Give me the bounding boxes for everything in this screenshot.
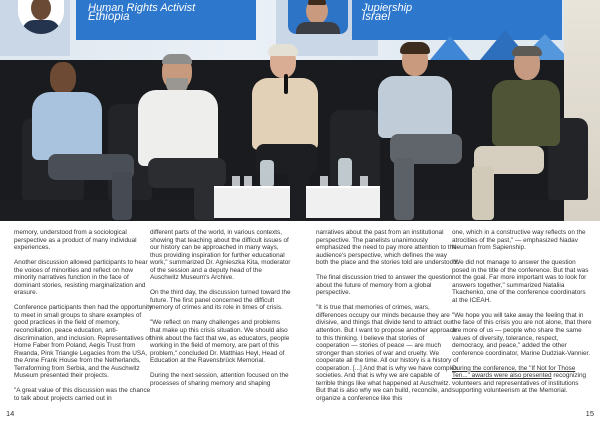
paragraph: Conference participants then had the opportunity to meet in small groups to share examples of good practices in the field of memory, reconciliation, peace education, anti-discrimination, and inclusion. Representatives of Home Faber from Poland, Aegis Trust from Rwanda, Pink Triangle Legacies from the USA, the Anne Frank House from the Netherlands, Terraforming from Serbia, and the Auschwitz Museum presented their projects. (14, 304, 153, 380)
text-column-1 (14, 229, 154, 410)
glass-icon (360, 176, 368, 186)
side-table (306, 186, 380, 218)
paragraph: "It is true that memories of crimes, wars, differences occupy our minds because they are divisive, and things that divide tend to attract our attention. But I want to propose another approach to this thinking. I believe that stories of cooperation — stories of peace — are much stronger than stories of war and cruelty. We cooperate all the time. All our history is a history of cooperation. [...] And that is why we have complex societies. And that is why we are capable of terrible things like what happened at Auschwitz. But that is also why we can build, reconcile, and organize a conference like this (316, 304, 459, 402)
closing-text: recognizing volunteers and representatives of institutions supporting volunteerism at the Memorial. (452, 372, 587, 395)
speaker-4 (370, 42, 470, 220)
page-number-right: 15 (585, 409, 594, 418)
text-column-3 (316, 229, 459, 410)
paragraph: Another discussion allowed participants to hear the voices of minorities and reflect on how minority narratives function in the face of dominant stories, resisting marginalization and erasure. (14, 259, 148, 297)
paragraph: During the next session, attention focused on the processes of sharing memory and shaping (150, 372, 289, 387)
glass-icon (232, 176, 240, 186)
paragraph: narratives about the past from an institutional perspective. The panelists unanimously emphasized the need to pay more attention to the audience's perspective, which defines the way both the place and the stories told are understood. (316, 229, 459, 267)
closing-paragraph (452, 365, 592, 395)
paragraph: "A great value of this discussion was the chance to talk about projects carried out in (14, 387, 151, 402)
awards-link-text: During the conference, the "If Not for Those Ten..." awards were also presented (452, 364, 576, 380)
glass-icon (320, 176, 328, 186)
text-column-2 (150, 229, 292, 395)
screen-caption-country-left: Ethiopia (88, 11, 130, 23)
screen-headshot-left (18, 0, 64, 34)
paragraph: one, which in a constructive way reflects on the atrocities of the past," — emphasized Nadav Neuman from Sapienship. (452, 229, 586, 252)
speaker-5 (478, 46, 568, 220)
paragraph: On the third day, the discussion turned toward the future. The first panel concerned the difficult memory of crimes and its role in times of crisis. (150, 289, 291, 312)
paragraph: The final discussion tried to answer the question about the future of memory from a global perspective. (316, 274, 453, 297)
paragraph: different parts of the world, in various contexts, showing that teaching about the difficult issues of our history can be approached in many ways, thus providing inspiration for further educational work," summarized Dr. Agnieszka Kita, moderator of the session and a deputy head of the Auschwitz Museum's Archive. (150, 229, 291, 282)
paragraph: memory, understood from a sociological perspective as a product of many individual experiences. (14, 229, 137, 252)
water-jug-icon (260, 160, 274, 186)
text-column-4 (452, 229, 592, 402)
screen-caption-title-right: Jupiership (362, 2, 413, 14)
page-number-left: 14 (6, 409, 15, 418)
paragraph: "We did not manage to answer the question posed in the title of the conference. But that was not the goal. Far more important was to look for answers together," summarized Nataliia Tkachenko, one of the conference coordinators at the ICEAH. (452, 259, 589, 304)
side-table (214, 186, 290, 218)
screen-caption-country-right: Israel (362, 11, 391, 23)
screen-headshot-right (288, 0, 348, 34)
screen-caption-title-left: Human Rights Activist (88, 2, 196, 14)
paragraph: "We hope you will take away the feeling that in the face of this crisis you are not alone, that there are more of us — people who share the same values of diversity, tolerance, respect, democracy, and peace," added the other conference coordinator, Marine Dudziak-Vannier. (452, 311, 592, 357)
water-jug-icon (338, 158, 352, 186)
glass-icon (244, 176, 252, 186)
speaker-2 (118, 54, 228, 220)
paragraph: "We reflect on many challenges and problems that make up this crisis situation. We should also think about the fact that we, as educators, people working in the field of memory, are part of this problem," concluded Dr. Matthias Heyl, Head of Education at the Ravensbrück Memorial. (150, 319, 290, 365)
